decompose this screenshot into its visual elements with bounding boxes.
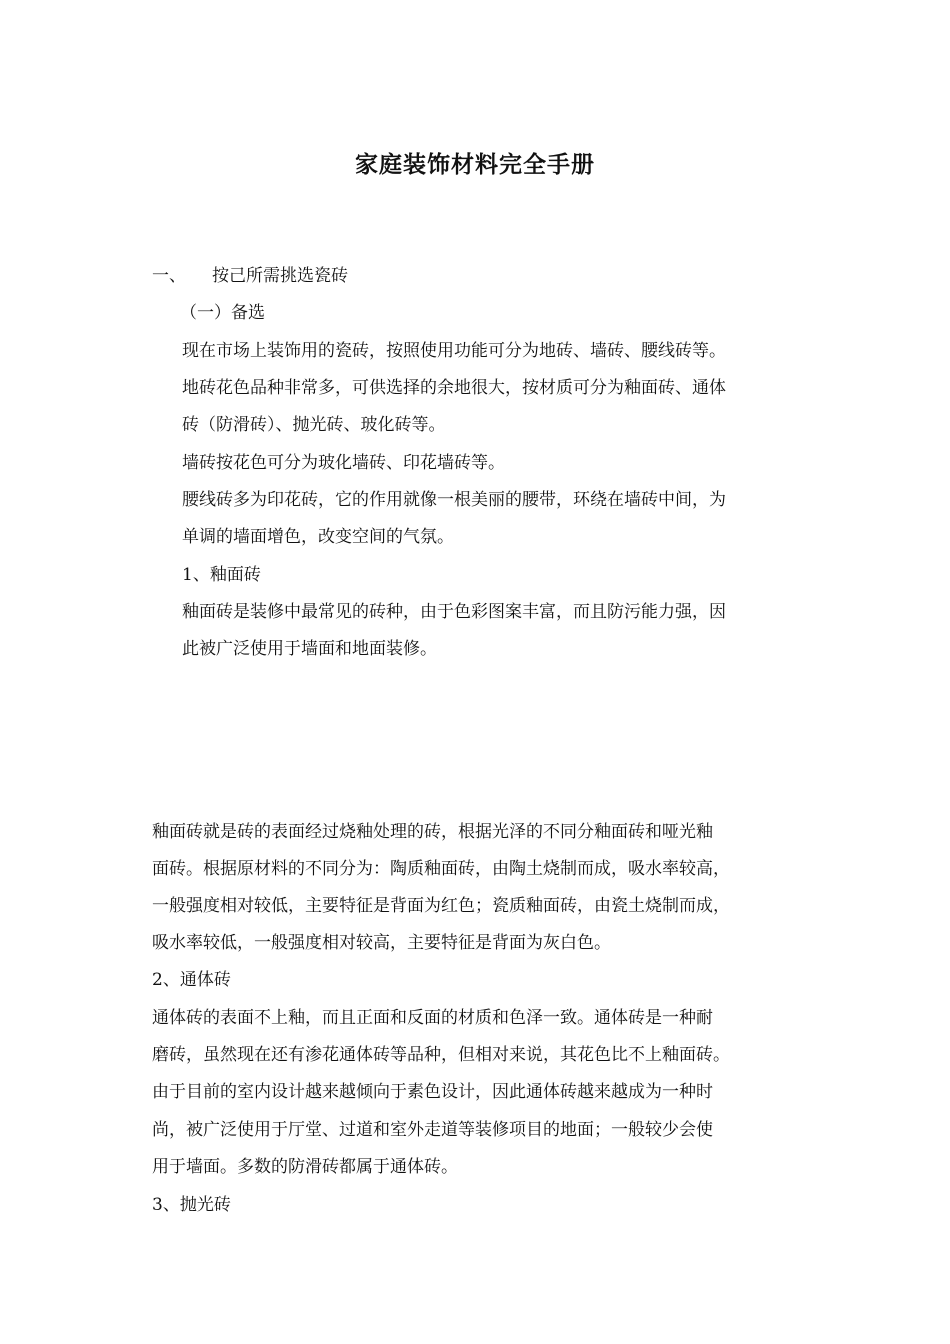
paragraph-line: 釉面砖是装修中最常见的砖种，由于色彩图案丰富，而且防污能力强，因: [182, 602, 726, 622]
paragraph-line: 地砖花色品种非常多，可供选择的余地很大，按材质可分为釉面砖、通体: [182, 378, 726, 398]
section-number: 一、: [152, 266, 186, 286]
item-heading: 1、釉面砖: [182, 565, 261, 585]
paragraph-line: 此被广泛使用于墙面和地面装修。: [182, 639, 437, 659]
paragraph-line: 砖（防滑砖）、抛光砖、玻化砖等。: [182, 415, 446, 435]
item-heading: 3、抛光砖: [152, 1195, 231, 1215]
paragraph-line: 用于墙面。多数的防滑砖都属于通体砖。: [152, 1157, 458, 1177]
paragraph-line: 磨砖，虽然现在还有渗花通体砖等品种，但相对来说，其花色比不上釉面砖。: [152, 1045, 730, 1065]
paragraph-line: 吸水率较低，一般强度相对较高，主要特征是背面为灰白色。: [152, 933, 611, 953]
paragraph-line: 腰线砖多为印花砖，它的作用就像一根美丽的腰带，环绕在墙砖中间，为: [182, 490, 726, 510]
paragraph-line: 墙砖按花色可分为玻化墙砖、印花墙砖等。: [182, 453, 505, 473]
paragraph-line: 一般强度相对较低，主要特征是背面为红色；瓷质釉面砖，由瓷土烧制而成，: [152, 896, 730, 916]
document-title: 家庭装饰材料完全手册: [355, 151, 595, 178]
paragraph-line: 尚，被广泛使用于厅堂、过道和室外走道等装修项目的地面；一般较少会使: [152, 1120, 713, 1140]
section-heading: 按己所需挑选瓷砖: [212, 266, 348, 286]
paragraph-line: 通体砖的表面不上釉，而且正面和反面的材质和色泽一致。通体砖是一种耐: [152, 1008, 713, 1028]
paragraph-line: 现在市场上装饰用的瓷砖，按照使用功能可分为地砖、墙砖、腰线砖等。: [182, 341, 726, 361]
paragraph-line: 面砖。根据原材料的不同分为：陶质釉面砖，由陶土烧制而成，吸水率较高，: [152, 859, 730, 879]
paragraph-line: 由于目前的室内设计越来越倾向于素色设计，因此通体砖越来越成为一种时: [152, 1082, 713, 1102]
paragraph-line: 单调的墙面增色，改变空间的气氛。: [182, 527, 454, 547]
paragraph-line: 釉面砖就是砖的表面经过烧釉处理的砖，根据光泽的不同分釉面砖和哑光釉: [152, 822, 713, 842]
item-heading: 2、通体砖: [152, 970, 231, 990]
sub-heading: （一）备选: [180, 303, 265, 323]
